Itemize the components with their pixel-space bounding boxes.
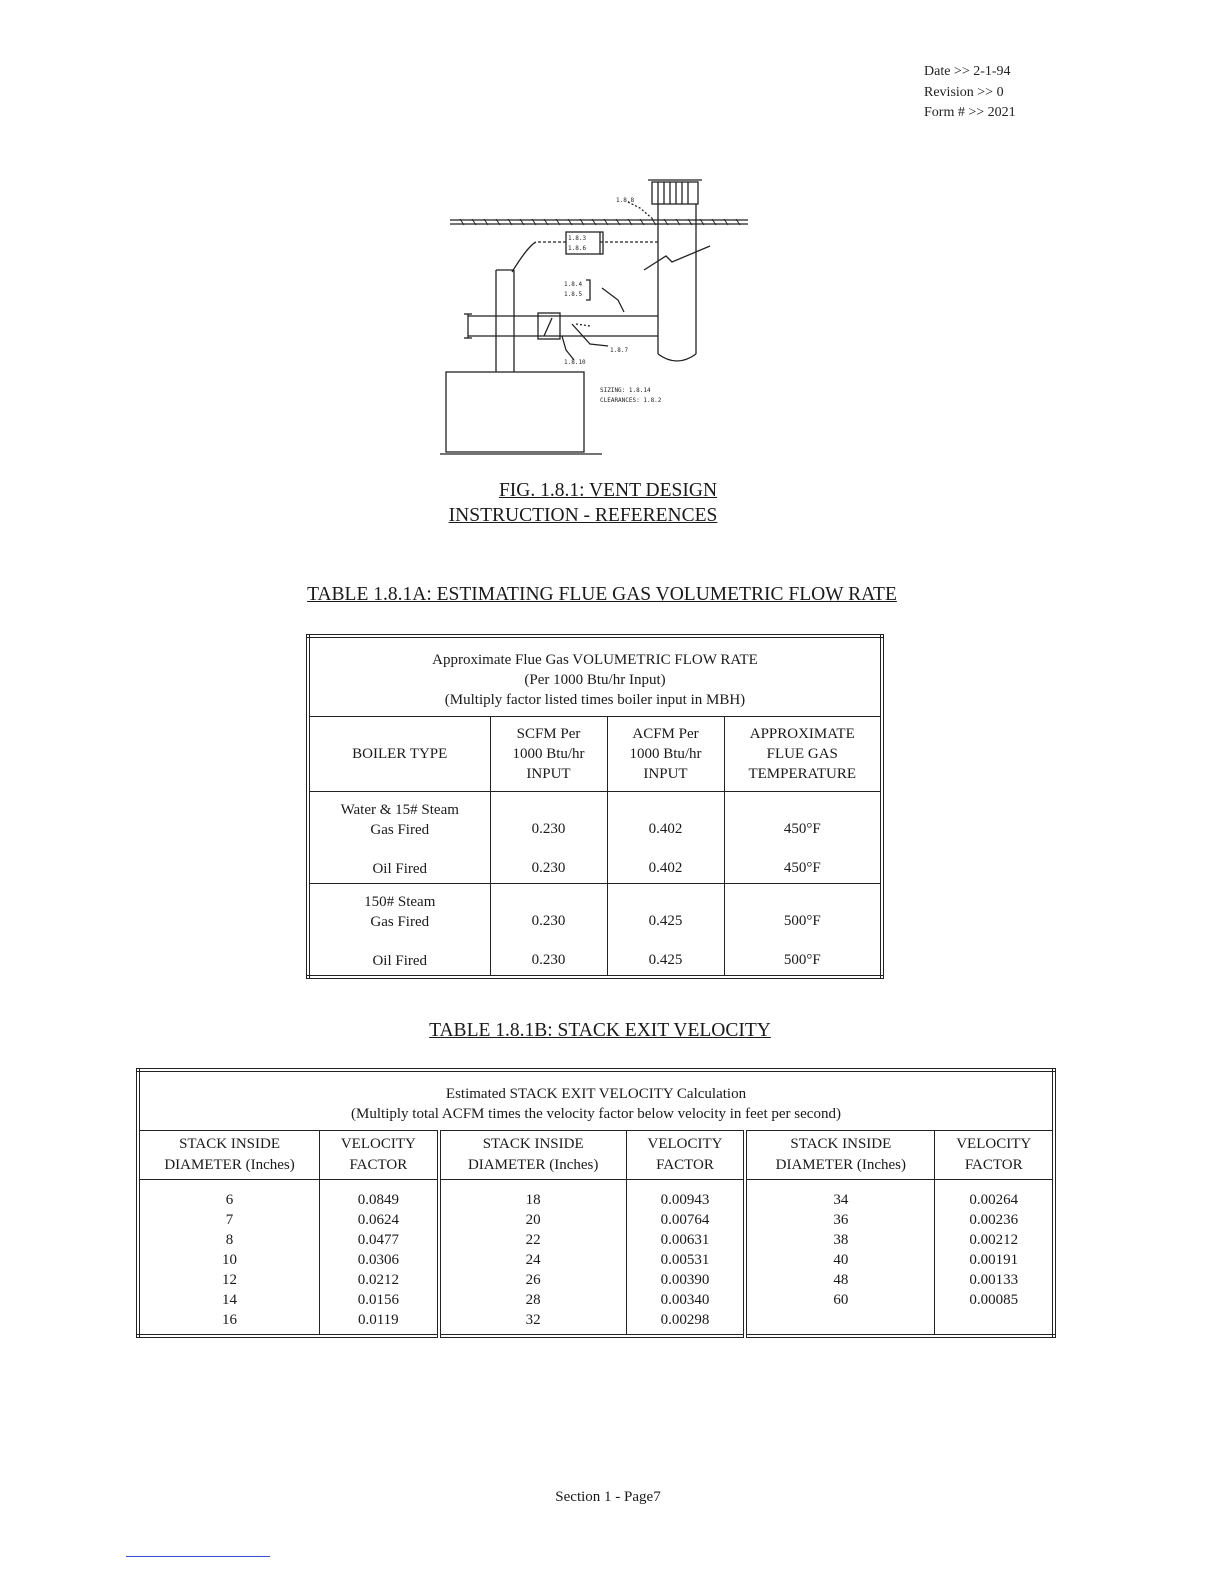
- acfm-value: 0.425: [648, 952, 683, 968]
- label-1-8-7: 1.8.7: [610, 347, 629, 354]
- label-1-8-5: 1.8.5: [564, 291, 583, 298]
- header-temperature: [724, 717, 882, 792]
- factor-value: 0.00264: [969, 1192, 1019, 1208]
- diameter-value: 10: [222, 1252, 238, 1268]
- factor-value: 0.00085: [969, 1292, 1019, 1308]
- header-diameter: [138, 1131, 320, 1180]
- header-text: INPUT: [643, 766, 688, 782]
- factor-value: 0.0306: [357, 1252, 399, 1268]
- factor-value: 0.0849: [357, 1192, 399, 1208]
- header-text: STACK INSIDE: [790, 1136, 892, 1152]
- diameter-value: 28: [525, 1292, 541, 1308]
- label-sizing: SIZING: 1.8.14: [600, 387, 651, 394]
- header-diameter: [439, 1131, 627, 1180]
- diameter-value: 22: [525, 1232, 541, 1248]
- label-1-8-8: 1.8.8: [616, 197, 635, 204]
- header-text: INPUT: [526, 766, 571, 782]
- diameter-value: 32: [525, 1312, 541, 1328]
- header-text: VELOCITY: [647, 1136, 723, 1152]
- figure-caption-line-2: INSTRUCTION - REFERENCES: [448, 505, 718, 526]
- diameter-column: [745, 1180, 935, 1337]
- boiler-group-name: Water & 15# Steam: [340, 802, 459, 818]
- acfm-value: 0.402: [648, 821, 683, 837]
- boiler-group-name: 150# Steam: [364, 894, 436, 910]
- factor-value: 0.0624: [357, 1212, 399, 1228]
- acfm-cell: [607, 884, 724, 978]
- header-text: APPROXIMATE: [749, 726, 855, 742]
- table-2-body-row: [138, 1180, 1054, 1337]
- table-2-caption-line: (Multiply total ACFM times the velocity factor below velocity in feet per second): [351, 1106, 841, 1122]
- header-form-number: Form # >> 2021: [924, 105, 1016, 120]
- factor-column: [626, 1180, 745, 1337]
- table-1-caption: [308, 636, 882, 717]
- header-text: FACTOR: [964, 1157, 1023, 1173]
- label-1-8-3: 1.8.3: [568, 235, 587, 242]
- table-1-caption-line: (Multiply factor listed times boiler input in MBH): [444, 692, 746, 708]
- header-text: 1000 Btu/hr: [629, 746, 702, 762]
- boiler-type-cell: [308, 884, 490, 978]
- boiler-type-cell: [308, 792, 490, 884]
- factor-value: 0.00298: [660, 1312, 710, 1328]
- label-1-8-10: 1.8.10: [564, 359, 586, 366]
- table-1-caption-line: (Per 1000 Btu/hr Input): [524, 672, 666, 688]
- acfm-value: 0.425: [648, 913, 683, 929]
- factor-value: 0.00236: [969, 1212, 1019, 1228]
- diameter-value: 24: [525, 1252, 541, 1268]
- factor-value: 0.00191: [969, 1252, 1019, 1268]
- factor-column: [935, 1180, 1054, 1337]
- temperature-value: 450°F: [783, 860, 821, 876]
- label-1-8-4: 1.8.4: [564, 281, 583, 288]
- factor-value: 0.00631: [660, 1232, 710, 1248]
- header-date: Date >> 2-1-94: [924, 64, 1011, 79]
- label-clearances: CLEARANCES: 1.8.2: [600, 397, 662, 404]
- header-text: DIAMETER (Inches): [775, 1157, 907, 1173]
- diameter-value: 60: [833, 1292, 849, 1308]
- header-velocity-factor: [320, 1131, 439, 1180]
- factor-value: 0.0156: [357, 1292, 399, 1308]
- factor-value: 0.0477: [357, 1232, 399, 1248]
- factor-value: 0.00943: [660, 1192, 710, 1208]
- diameter-value: 14: [222, 1292, 238, 1308]
- temperature-cell: [724, 792, 882, 884]
- fuel-type: Oil Fired: [372, 861, 428, 877]
- diameter-value: 38: [833, 1232, 849, 1248]
- header-text: FACTOR: [656, 1157, 714, 1173]
- label-1-8-6: 1.8.6: [568, 245, 587, 252]
- diameter-column: [439, 1180, 627, 1337]
- temperature-value: 500°F: [783, 952, 821, 968]
- factor-value: 0.00764: [660, 1212, 710, 1228]
- scfm-cell: [490, 792, 607, 884]
- scfm-value: 0.230: [531, 821, 566, 837]
- table-1-title-text: TABLE 1.8.1A: ESTIMATING FLUE GAS VOLUMETRIC FLOW RATE: [307, 584, 897, 605]
- factor-value: 0.00390: [660, 1272, 710, 1288]
- stack-cap: [652, 182, 698, 204]
- acfm-cell: [607, 792, 724, 884]
- fuel-type: Oil Fired: [372, 953, 428, 969]
- table-1-caption-line: Approximate Flue Gas VOLUMETRIC FLOW RATE: [432, 652, 758, 668]
- diameter-value: 7: [225, 1212, 234, 1228]
- table-row-group: [308, 884, 882, 978]
- diameter-value: 26: [525, 1272, 541, 1288]
- diameter-value: 36: [833, 1212, 849, 1228]
- table-row-group: [308, 792, 882, 884]
- factor-value: 0.00340: [660, 1292, 710, 1308]
- header-diameter: [745, 1131, 935, 1180]
- factor-value: 0.00531: [660, 1252, 710, 1268]
- header-velocity-factor: [935, 1131, 1054, 1180]
- figure-caption-line-1: FIG. 1.8.1: VENT DESIGN: [498, 480, 718, 501]
- header-text: SCFM Per: [516, 726, 581, 742]
- header-text: STACK INSIDE: [179, 1136, 280, 1152]
- factor-column: [320, 1180, 439, 1337]
- header-text: STACK INSIDE: [482, 1136, 584, 1152]
- diameter-value: 12: [222, 1272, 238, 1288]
- header-revision: Revision >> 0: [924, 84, 1004, 100]
- temperature-value: 450°F: [783, 821, 821, 837]
- stack-exit-velocity-table: [136, 1068, 1056, 1338]
- header-text: VELOCITY: [340, 1136, 416, 1152]
- header-text: DIAMETER (Inches): [164, 1157, 295, 1173]
- scfm-value: 0.230: [531, 952, 566, 968]
- table-2-caption: [138, 1070, 1054, 1131]
- temperature-value: 500°F: [783, 913, 821, 929]
- figure-caption: [0, 478, 1224, 528]
- diameter-value: 16: [222, 1312, 238, 1328]
- diameter-value: 48: [833, 1272, 849, 1288]
- scfm-value: 0.230: [531, 860, 566, 876]
- diameter-value: 18: [525, 1192, 541, 1208]
- page-footer: Section 1 - Page7: [555, 1489, 661, 1505]
- factor-value: 0.0119: [357, 1312, 399, 1328]
- header-text: 1000 Btu/hr: [512, 746, 585, 762]
- vent-design-figure: [440, 176, 770, 466]
- header-boiler-type: [308, 717, 490, 792]
- boiler-outline: [446, 372, 584, 452]
- fuel-type: Gas Fired: [370, 914, 430, 930]
- table-2-header-row: [138, 1131, 1054, 1180]
- scfm-value: 0.230: [531, 913, 566, 929]
- table-1-header-row: [308, 717, 882, 792]
- header-text: FLUE GAS: [766, 746, 838, 762]
- temperature-cell: [724, 884, 882, 978]
- diameter-value: 34: [833, 1192, 849, 1208]
- header-acfm: [607, 717, 724, 792]
- header-velocity-factor: [626, 1131, 745, 1180]
- scfm-cell: [490, 884, 607, 978]
- diameter-value: 6: [225, 1192, 234, 1208]
- table-2-caption-line: Estimated STACK EXIT VELOCITY Calculation: [445, 1086, 747, 1102]
- factor-value: 0.00133: [969, 1272, 1019, 1288]
- factor-value: 0.0212: [357, 1272, 399, 1288]
- header-text: TEMPERATURE: [748, 766, 856, 782]
- acfm-value: 0.402: [648, 860, 683, 876]
- diameter-value: 8: [225, 1232, 234, 1248]
- table-2-title: [0, 1020, 1212, 1042]
- table-2-title-text: TABLE 1.8.1B: STACK EXIT VELOCITY: [429, 1020, 771, 1041]
- diameter-value: 20: [525, 1212, 541, 1228]
- header-text: BOILER TYPE: [352, 746, 448, 762]
- diameter-value: 40: [833, 1252, 849, 1268]
- header-text: FACTOR: [349, 1157, 408, 1173]
- table-1-title: [0, 584, 1214, 606]
- factor-value: 0.00212: [969, 1232, 1019, 1248]
- header-text: VELOCITY: [956, 1136, 1032, 1152]
- fuel-type: Gas Fired: [370, 822, 430, 838]
- flue-gas-flow-rate-table: [306, 634, 884, 979]
- header-text: ACFM Per: [632, 726, 699, 742]
- diameter-column: [138, 1180, 320, 1337]
- page-edge-mark: [126, 1556, 270, 1557]
- header-text: DIAMETER (Inches): [467, 1157, 599, 1173]
- header-scfm: [490, 717, 607, 792]
- document-header: [924, 62, 1016, 124]
